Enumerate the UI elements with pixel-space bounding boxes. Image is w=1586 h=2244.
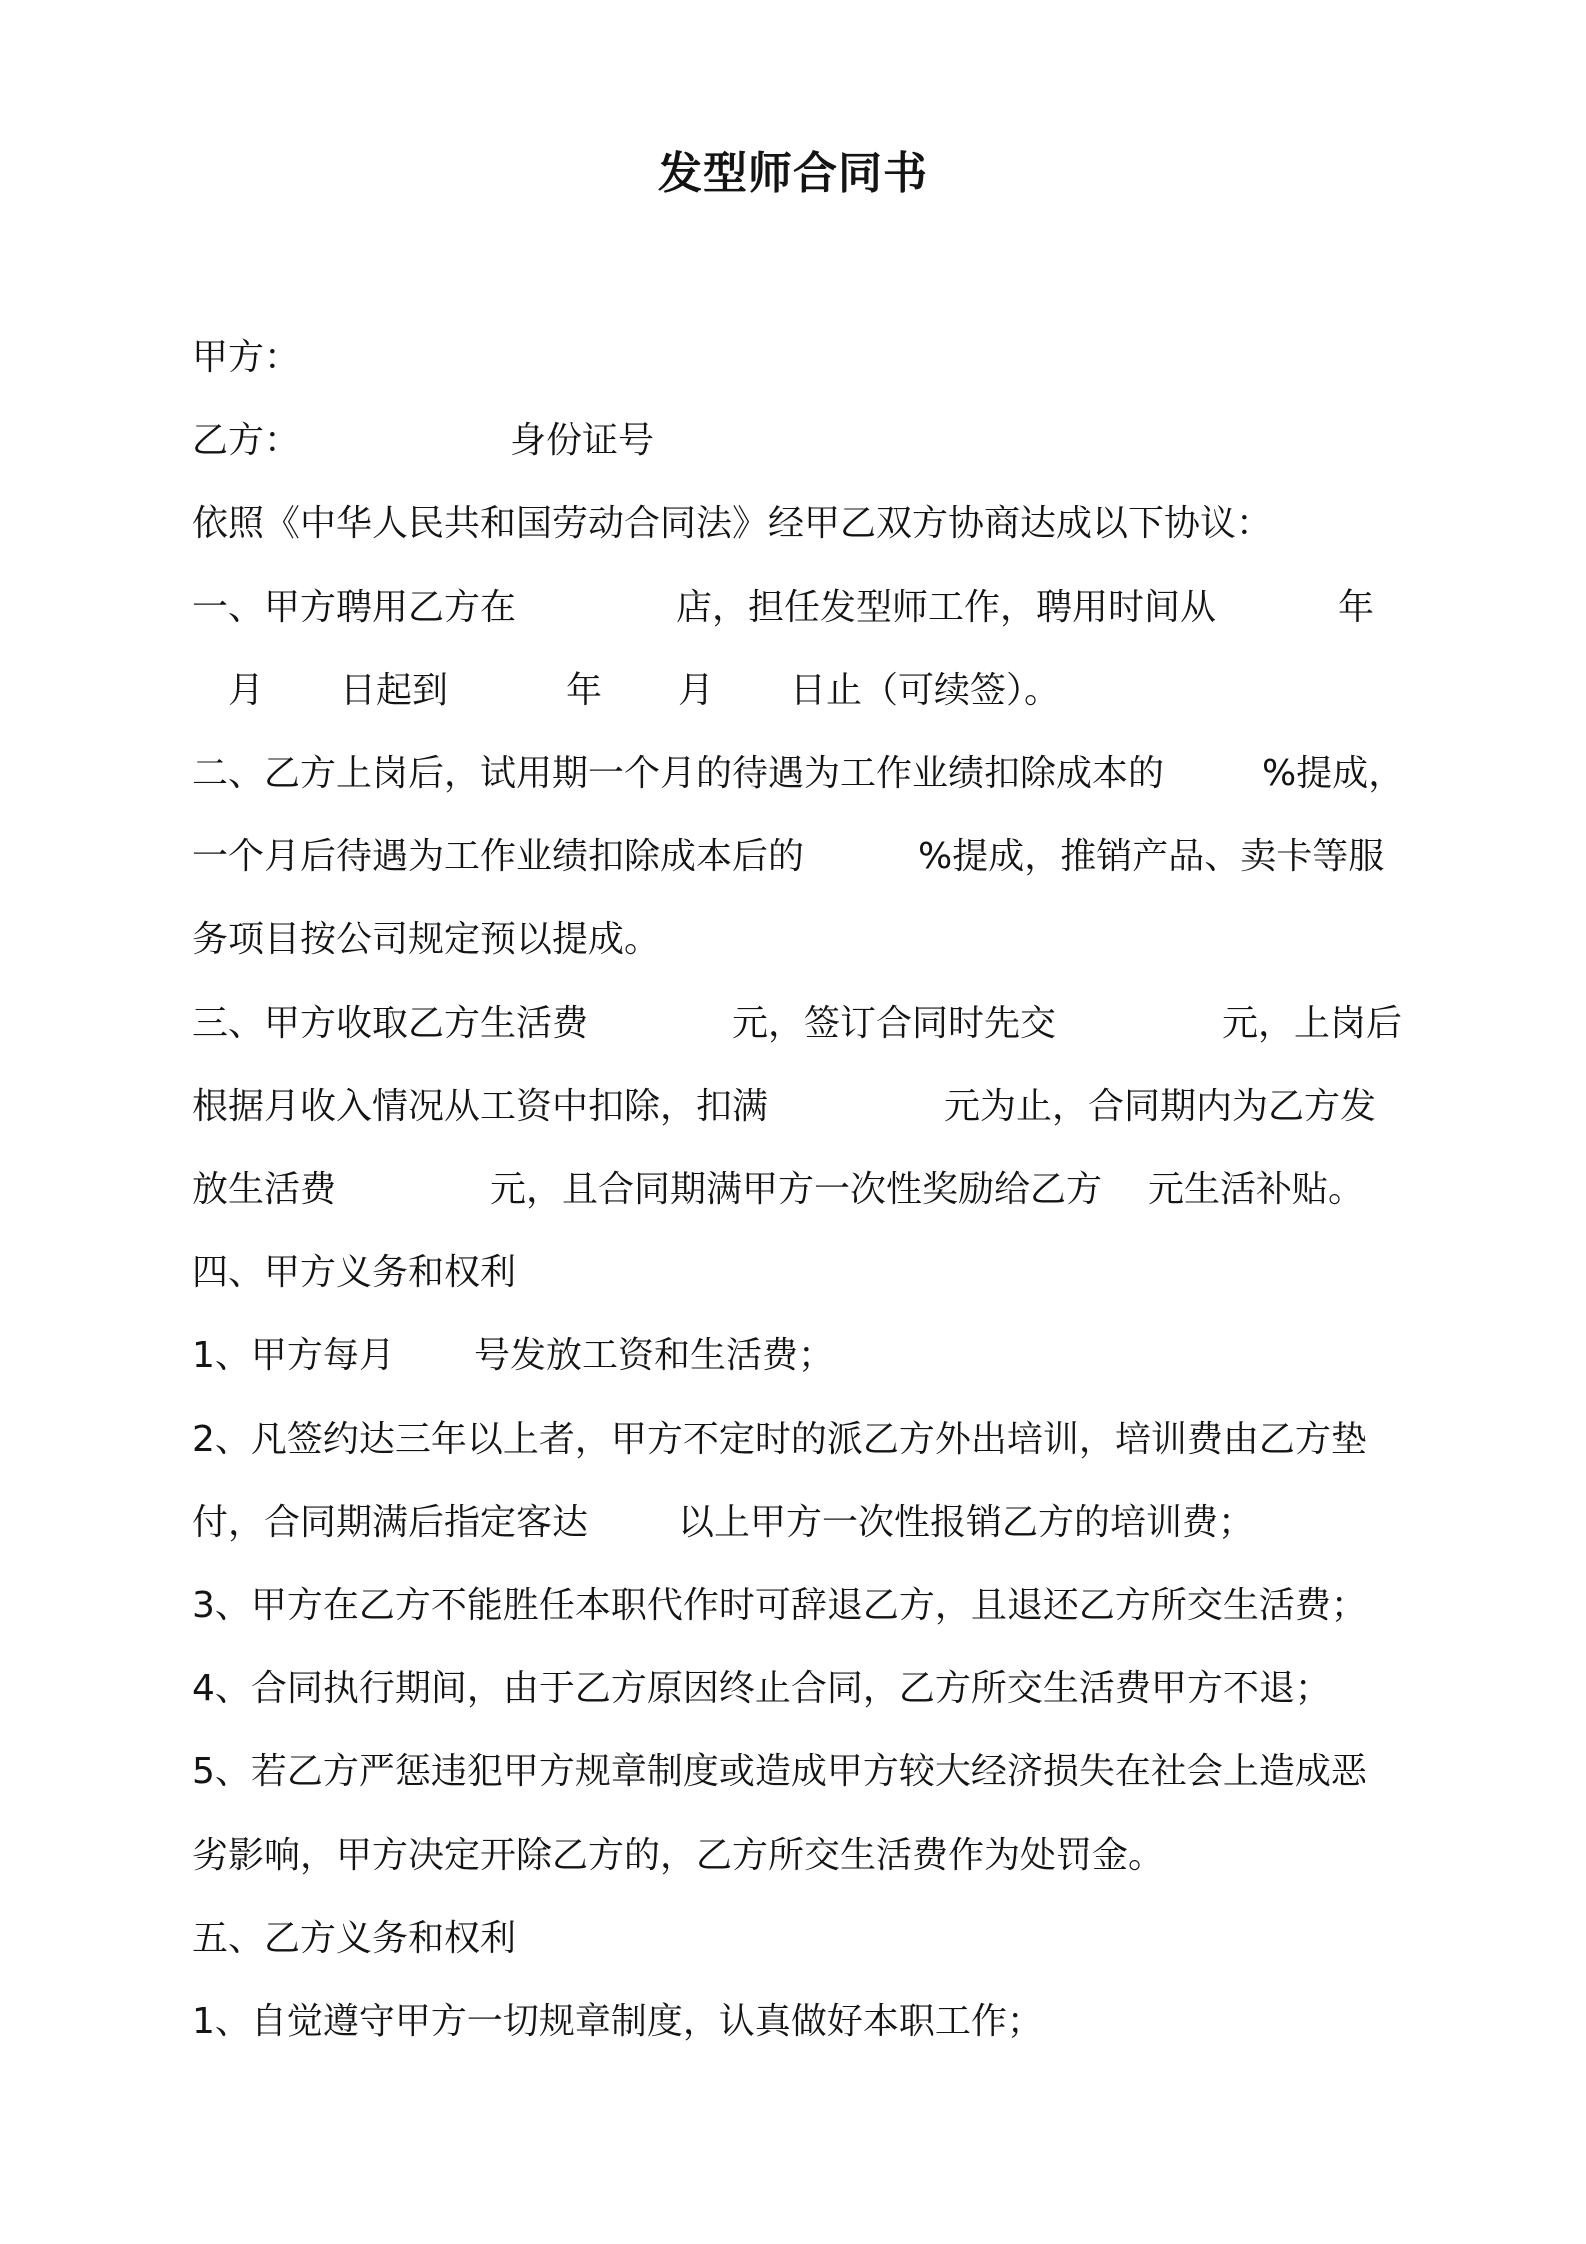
clause-2-percent-2: %提成，推销产品、卖卡等服 xyxy=(918,836,1385,877)
section-4-item-2-a: 2、凡签约达三年以上者，甲方不定时的派乙方外出培训，培训费由乙方垫 xyxy=(192,1419,1367,1460)
section-5-heading-text: 五、乙方义务和权利 xyxy=(192,1918,517,1959)
section-5-item-1-text: 1、自觉遵守甲方一切规章制度，认真做好本职工作； xyxy=(192,2001,1043,2042)
clause-1-month-2: 月 xyxy=(678,670,715,711)
section-4-item-1-a: 1、甲方每月 xyxy=(192,1335,395,1376)
section-4-item-3-text: 3、甲方在乙方不能胜任本职代作时可辞退乙方，且退还乙方所交生活费； xyxy=(192,1585,1367,1626)
party-a-label: 甲方： xyxy=(192,337,301,378)
clause-2-part-e: 务项目按公司规定预以提成。 xyxy=(192,919,661,960)
clause-1-year-1: 年 xyxy=(1338,587,1375,628)
section-4-item-1-b: 号发放工资和生活费； xyxy=(474,1335,835,1376)
section-4-item-2-b2: 以上甲方一次性报销乙方的培训费； xyxy=(678,1502,1255,1543)
section-4-item-2-b1: 付，合同期满后指定客达 xyxy=(192,1502,589,1543)
clause-3-part-h: 元生活补贴。 xyxy=(1148,1169,1365,1210)
clause-1-day-start: 日起到 xyxy=(340,670,449,711)
clause-1-month-1: 月 xyxy=(228,670,265,711)
section-4-item-4-text: 4、合同执行期间，由于乙方原因终止合同，乙方所交生活费甲方不退； xyxy=(192,1668,1331,1709)
clause-3-part-b: 元，签订合同时先交 xyxy=(732,1003,1057,1044)
clause-3-part-d: 根据月收入情况从工资中扣除，扣满 xyxy=(192,1086,769,1127)
clause-3-part-a: 三、甲方收取乙方生活费 xyxy=(192,1003,589,1044)
section-4-item-5-b: 劣影响，甲方决定开除乙方的，乙方所交生活费作为处罚金。 xyxy=(192,1835,1165,1876)
clause-1-part-b: 店，担任发型师工作，聘用时间从 xyxy=(676,587,1217,628)
section-4-item-5-a: 5、若乙方严惩违犯甲方规章制度或造成甲方较大经济损失在社会上造成恶 xyxy=(192,1751,1367,1792)
clause-3-part-f: 放生活费 xyxy=(192,1169,337,1210)
id-number-label: 身份证号 xyxy=(510,420,655,461)
clause-2-part-a: 二、乙方上岗后，试用期一个月的待遇为工作业绩扣除成本的 xyxy=(192,753,1165,794)
clause-2-percent-1: %提成， xyxy=(1262,753,1405,794)
clause-1-day-end: 日止（可续签）。 xyxy=(790,670,1061,711)
preamble-text: 依照《中华人民共和国劳动合同法》经甲乙双方协商达成以下协议： xyxy=(192,503,1273,544)
clause-2-part-c: 一个月后待遇为工作业绩扣除成本后的 xyxy=(192,836,805,877)
clause-3-part-e: 元为止，合同期内为乙方发 xyxy=(944,1086,1377,1127)
document-title: 发型师合同书 xyxy=(658,148,928,199)
clause-1-year-2: 年 xyxy=(566,670,603,711)
party-b-label: 乙方： xyxy=(192,420,301,461)
clause-1-part-a: 一、甲方聘用乙方在 xyxy=(192,587,517,628)
clause-3-part-c: 元，上岗后 xyxy=(1222,1003,1403,1044)
section-4-heading-text: 四、甲方义务和权利 xyxy=(192,1252,517,1293)
clause-3-part-g: 元，且合同期满甲方一次性奖励给乙方 xyxy=(490,1169,1103,1210)
